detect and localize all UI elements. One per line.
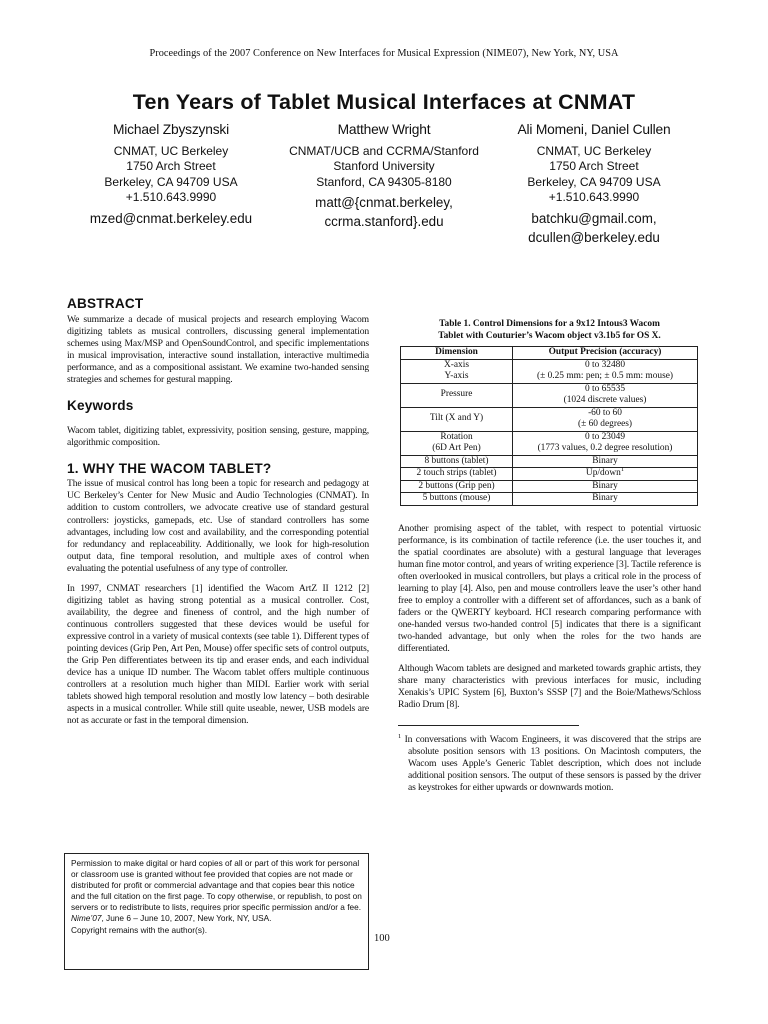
table-header-cell: Dimension bbox=[401, 347, 513, 360]
table-cell: 5 buttons (mouse) bbox=[401, 493, 513, 506]
caption-line: Tablet with Couturier’s Wacom object v3.1b5 for OS X. bbox=[438, 331, 661, 341]
affiliation-line: Berkeley, CA 94709 USA bbox=[527, 174, 661, 189]
table-caption bbox=[398, 318, 701, 342]
table-cell: Binary bbox=[513, 480, 698, 493]
email-line: dcullen@berkeley.edu bbox=[528, 229, 660, 245]
table-cell: 0 to 23049 (1773 values, 0.2 degree resolution) bbox=[513, 431, 698, 455]
author-email bbox=[479, 209, 709, 247]
footnote-mark: 1 bbox=[398, 733, 402, 741]
affiliation-line: +1.510.643.9990 bbox=[125, 190, 217, 205]
table-cell: Rotation (6D Art Pen) bbox=[401, 431, 513, 455]
affiliation-line: Stanford University bbox=[333, 159, 435, 174]
body-paragraph: Another promising aspect of the tablet, with respect to potential virtuosic performance, is its combination of tactile reference (i.e. the user touches it, and the spatial coordinates are absolute) with a gestural language that leverages human fine motor control, and years of writing experience [3]. Tactile reference is often overlooked in musical controllers, but plays a critical role in the process of learning to play [4]. Also, pen and mouse controllers leave the user’s other hand free to employ a controller with a different set of affordances, such as a bank of faders or the QWERTY keyboard. HCI research comparing performance with one-handed versus two-handed control [5] indicates that there is a significant two-handed advantage, but only when the roles for the two hands are differentiated. bbox=[398, 522, 701, 654]
table-row bbox=[401, 468, 698, 481]
abstract-heading: ABSTRACT bbox=[67, 296, 144, 311]
author-email bbox=[269, 193, 499, 231]
table-row bbox=[401, 431, 698, 455]
affiliation-line: 1750 Arch Street bbox=[126, 159, 216, 174]
keywords-heading: Keywords bbox=[67, 398, 134, 414]
affiliation-line: +1.510.643.9990 bbox=[548, 190, 640, 205]
email-line: matt@{cnmat.berkeley, bbox=[315, 195, 453, 211]
footnote-mark: 1 bbox=[620, 465, 625, 473]
left-column bbox=[67, 296, 369, 727]
permission-text: Permission to make digital or hard copies of all or part of this work for personal or classroom use is granted without fee provided that copies are not made or distributed for profit or commercial advantage and that copies bear this notice and the full citation on the first page. To copy otherwise, or republish, to post on servers or to redistribute to lists, requires prior specific permission and/or a fee. bbox=[71, 858, 362, 913]
permission-box bbox=[64, 853, 369, 970]
body-paragraph: The issue of musical control has long been a topic for research and pedagogy at UC Berkeley’s Center for New Music and Audio Technologies (CNMAT). In addition to custom controllers, we advocate creative use of standard gestural controllers: joysticks, gamepads, etc. Use of standard controllers has some advantages, including low cost and availability, and the corresponding potential for redundancy and replaceability. Additionally, we look for high-resolution output data, fine temporal resolution, and multiple axes of control when evaluating the potential usefulness of any type of controller. bbox=[67, 478, 369, 574]
right-column bbox=[398, 318, 701, 794]
table-cell: X-axis Y-axis bbox=[401, 359, 513, 383]
author-block bbox=[56, 122, 286, 228]
table-cell: Up/down$^1$ bbox=[513, 468, 698, 481]
keywords-text: Wacom tablet, digitizing tablet, expressivity, position sensing, gesture, mapping, algorithmic composition. bbox=[67, 425, 369, 449]
affiliation-line: CNMAT, UC Berkeley bbox=[536, 143, 652, 158]
table-cell: Pressure bbox=[401, 383, 513, 407]
footnote-text: In conversations with Wacom Engineers, it was discovered that the strips are absolute position sensors with 13 positions. On Macintosh computers, the Wacom uses Apple’s Generic Tablet description, which does not include additional position sensors. The output of these sensors is passed by the driver as keystrokes for either upwards or downwards motion. bbox=[404, 734, 701, 794]
running-head: Proceedings of the 2007 Conference on New Interfaces for Musical Expression (NIME07), New York, NY, USA bbox=[149, 48, 619, 59]
author-name: Matthew Wright bbox=[337, 122, 431, 137]
section-heading: 1. WHY THE WACOM TABLET? bbox=[67, 461, 272, 477]
table-cell: -60 to 60 (± 60 degrees) bbox=[513, 407, 698, 431]
table-row bbox=[401, 493, 698, 506]
author-block bbox=[269, 122, 499, 231]
abstract-text: We summarize a decade of musical projects and research employing Wacom digitizing tablets as musical controllers, discussing general implementation schemes using Max/MSP and OpenSoundControl, and specific implementations in musical improvisation, interactive sound installation, interactive multimedia performance, and as a compositional assistant. We examine two-handed sensing strategies and schemes for gestural mapping. bbox=[67, 314, 369, 386]
footnote-divider bbox=[398, 725, 579, 726]
table-cell: 8 buttons (tablet) bbox=[401, 455, 513, 468]
affiliation-line: CNMAT/UCB and CCRMA/Stanford bbox=[289, 143, 479, 158]
table-cell: 0 to 32480 (± 0.25 mm: pen; ± 0.5 mm: mouse) bbox=[513, 359, 698, 383]
table-row bbox=[401, 407, 698, 431]
table-cell: 0 to 65535 (1024 discrete values) bbox=[513, 383, 698, 407]
author-email: mzed@cnmat.berkeley.edu bbox=[89, 210, 253, 226]
table-row bbox=[401, 383, 698, 407]
venue-details: , June 6 – June 10, 2007, New York, NY, USA. bbox=[101, 913, 272, 924]
body-paragraph: In 1997, CNMAT researchers [1] identified the Wacom ArtZ II 1212 [2] digitizing tablet as having strong potential as a musical controller. Cost, availability, the degree and fineness of control, and the high number of continuous controllers suggested that these devices would be useful for expressive control in a variety of musical contexts (see table 1). Different types of pointing devices (Grip Pen, Art Pen, Mouse) offer specific sets of control outputs, the Grip Pen differentiates between its tip and eraser ends, and each individual device has a unique ID number. The Wacom tablet offers multiple continuous controllers at a resolution much higher than MIDI. Earlier work with serial tablets showed high temporal resolution and mostly low latency – both desirable aspects in a musical controller. While still quite useable, newer, USB models are not as accurate or fast in the temporal dimension. bbox=[67, 582, 369, 727]
venue-name: Nime’07 bbox=[71, 913, 102, 924]
table-row bbox=[401, 480, 698, 493]
body-paragraph: Although Wacom tablets are designed and marketed towards graphic artists, they share many characteristics with previous interfaces for music, including Xenakis’s UPIC System [6], Buxton’s SSSP [7] and the Boie/Mathews/Schloss Radio Drum [8]. bbox=[398, 663, 701, 711]
affiliation-line: CNMAT, UC Berkeley bbox=[113, 143, 229, 158]
table-header-cell: Output Precision (accuracy) bbox=[513, 347, 698, 360]
table-row bbox=[401, 359, 698, 383]
copyright-line: Copyright remains with the author(s). bbox=[71, 924, 208, 935]
footnote bbox=[398, 734, 701, 794]
author-block bbox=[479, 122, 709, 247]
table-cell: 2 buttons (Grip pen) bbox=[401, 480, 513, 493]
affiliation-line: Stanford, CA 94305-8180 bbox=[316, 174, 452, 189]
affiliation-line: Berkeley, CA 94709 USA bbox=[104, 174, 238, 189]
page-number: 100 bbox=[374, 933, 390, 944]
email-line: ccrma.stanford}.edu bbox=[324, 214, 444, 230]
affiliation-line: 1750 Arch Street bbox=[549, 159, 639, 174]
author-name: Ali Momeni, Daniel Cullen bbox=[517, 122, 671, 137]
paper-title: Ten Years of Tablet Musical Interfaces at CNMAT bbox=[132, 90, 636, 114]
table-row bbox=[401, 455, 698, 468]
table-cell: 2 touch strips (tablet) bbox=[401, 468, 513, 481]
venue-line bbox=[71, 913, 362, 924]
table-header-row bbox=[401, 347, 698, 360]
table-cell: Binary bbox=[513, 493, 698, 506]
table-cell: Tilt (X and Y) bbox=[401, 407, 513, 431]
control-dimensions-table bbox=[400, 346, 698, 506]
email-line: batchku@gmail.com, bbox=[531, 210, 657, 226]
table-cell: Binary bbox=[513, 455, 698, 468]
author-name: Michael Zbyszynski bbox=[112, 122, 229, 137]
caption-line: Table 1. Control Dimensions for a 9x12 Intous3 Wacom bbox=[439, 319, 660, 329]
